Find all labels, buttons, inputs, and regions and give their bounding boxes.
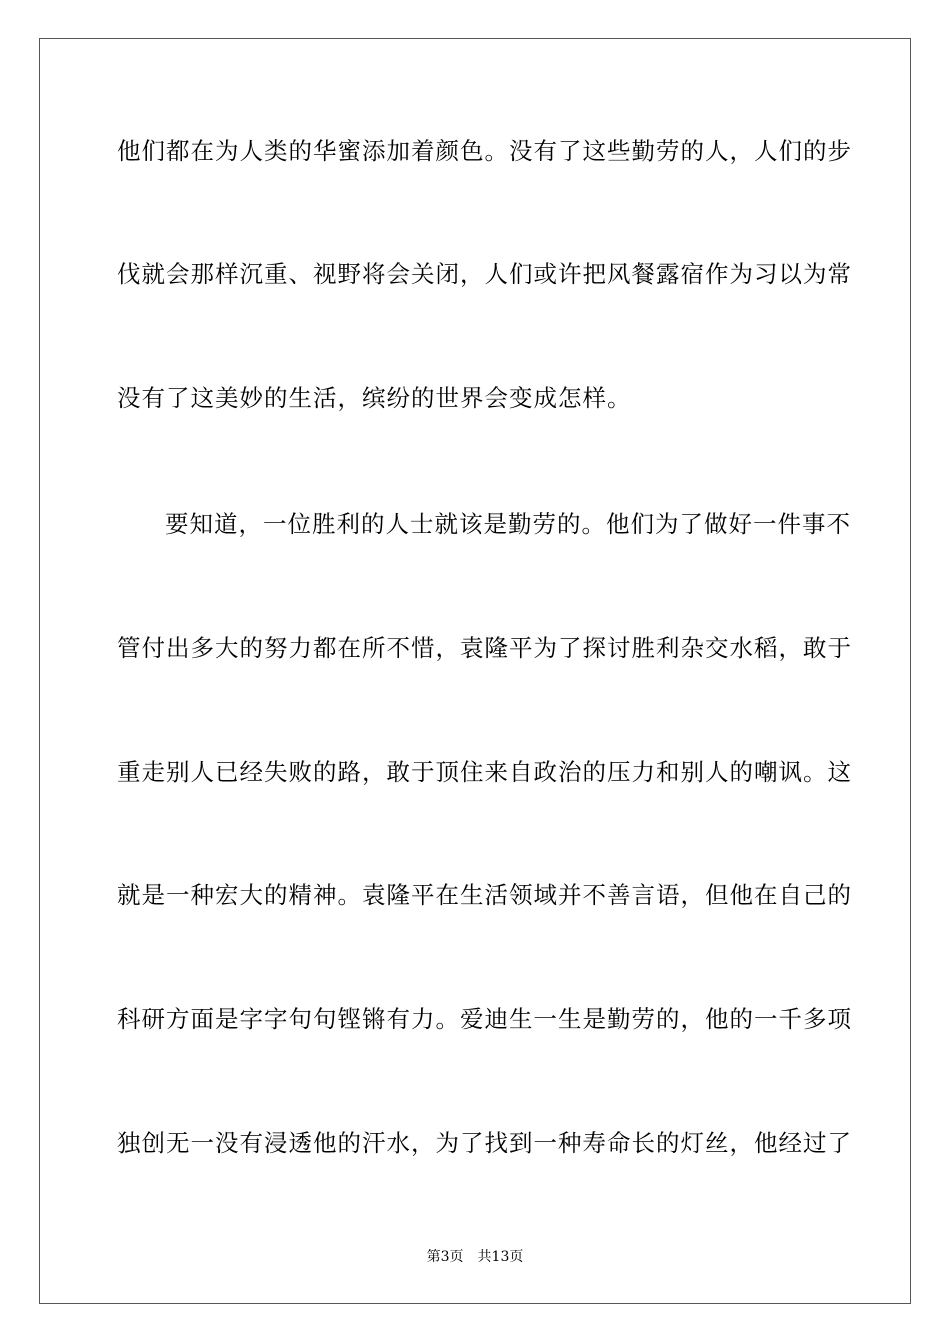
- text-line: 伐就会那样沉重、视野将会关闭，人们或许把风餐露宿作为习以为常: [117, 260, 852, 288]
- text-line: 就是一种宏大的精神。袁隆平在生活领域并不善言语，但他在自己的: [117, 881, 852, 909]
- text-line-paragraph-start: 要知道，一位胜利的人士就该是勤劳的。他们为了做好一件事不: [165, 510, 851, 538]
- text-line: 科研方面是字字句句铿锵有力。爱迪生一生是勤劳的，他的一千多项: [117, 1005, 852, 1033]
- text-line: 他们都在为人类的华蜜添加着颜色。没有了这些勤劳的人，人们的步: [117, 137, 852, 165]
- page-border: [39, 38, 911, 1304]
- text-line: 独创无一没有浸透他的汗水，为了找到一种寿命长的灯丝，他经过了: [117, 1129, 852, 1157]
- text-line: 管付出多大的努力都在所不惜，袁隆平为了探讨胜利杂交水稻，敢于: [117, 634, 852, 662]
- text-line: 重走别人已经失败的路，敢于顶住来自政治的压力和别人的嘲讽。这: [117, 758, 852, 786]
- text-line: 没有了这美妙的生活，缤纷的世界会变成怎样。: [117, 384, 632, 412]
- page-number-footer: 第3页 共13页: [426, 1249, 524, 1265]
